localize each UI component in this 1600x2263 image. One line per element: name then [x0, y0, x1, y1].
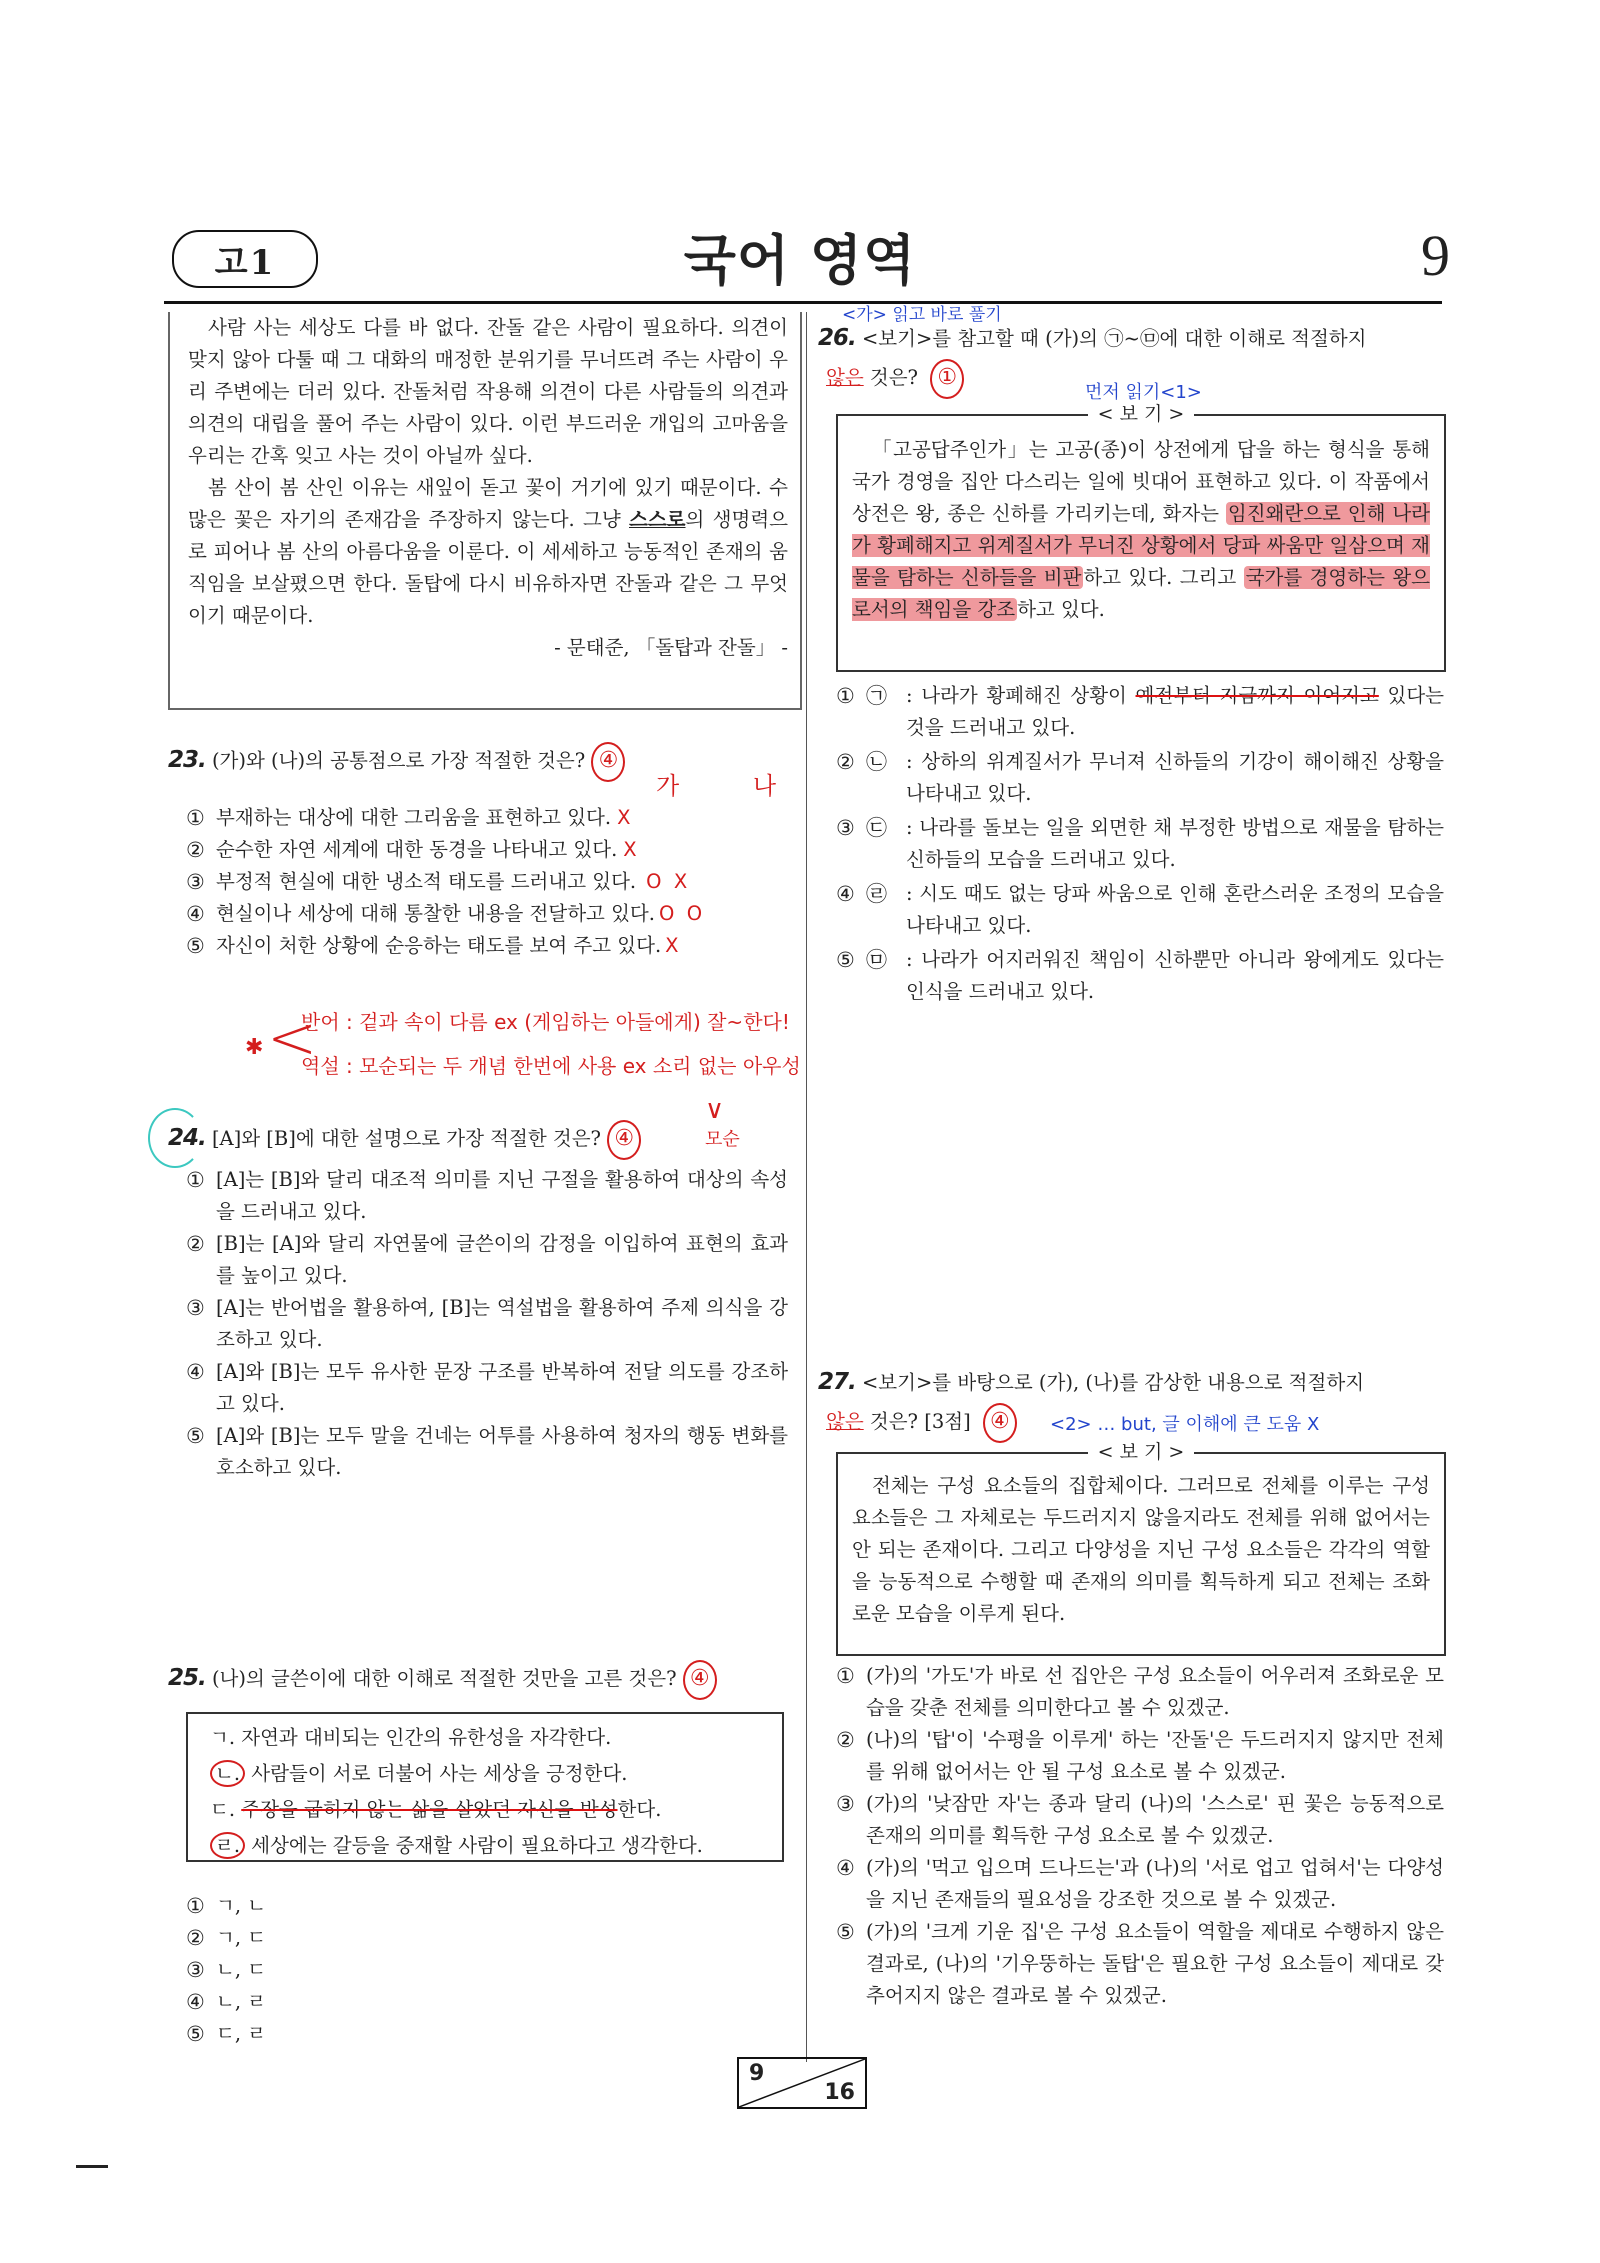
q27-choice-1[interactable]: ① (가)의 '가도'가 바로 선 집안은 구성 요소들이 어우러져 조화로운 모습을 갖춘 전체를 의미한다고 볼 수 있겠군. [836, 1664, 1444, 1719]
crop-mark [76, 2165, 108, 2168]
star-icon: ✱ [245, 1035, 264, 1060]
column-divider [806, 312, 807, 2062]
question-24 [168, 1120, 788, 1484]
q27-bogi-text: 전체는 구성 요소들의 집합체이다. 그러므로 전체를 이루는 구성 요소들은 그 자체로는 두드러지지 않을지라도 전체를 위해 없어서는 안 되는 존재이다. 그리고 다양성을 지닌 구성 요소들은 각각의 역할을 능동적으로 수행할 때 존재의 의미를 획득하게 되고 전체는 조화로운 모습을 이루게 된다. [852, 1474, 1430, 1625]
q26-handwritten-answer: ① [930, 359, 964, 399]
q26-bogi-note: 먼저 읽기<1> [1085, 382, 1202, 403]
q25-choice-5[interactable]: ⑤ ㄷ, ㄹ [186, 2022, 267, 2046]
q25-number: 25. [168, 1665, 206, 1691]
passage-paragraph-1: 사람 사는 세상도 다를 바 없다. 잔돌 같은 사람이 필요하다. 의견이 맞지 않아 다툴 때 그 대화의 매정한 분위기를 무너뜨려 주는 사람이 우리 주변에는 더러 있다. 잔돌처럼 작용해 의견이 다른 사람들의 의견과 의견의 대립을 풀어 주는 사람이 있다. 이런 부드러운 개입의 고마움을 우리는 간혹 잊고 사는 것이 아닐까 싶다. [188, 316, 788, 467]
note-paradox: 역설 : 모순되는 두 개념 한번에 사용 ex 소리 없는 아우성 [301, 1054, 801, 1078]
q23-choice-2[interactable]: ② 순수한 자연 세계에 대한 동경을 나타내고 있다. X [186, 834, 788, 866]
note-irony: 반어 : 겉과 속이 다름 ex (게임하는 아들에게) 잘~한다! [301, 1010, 790, 1034]
q25-item-ra: ㄹ. 세상에는 갈등을 중재할 사람이 필요하다고 생각한다. [210, 1828, 782, 1864]
q23-choice-3[interactable]: ③ 부정적 현실에 대한 냉소적 태도를 드러내고 있다. O X [186, 866, 788, 898]
page-title: 국어 영역 [683, 229, 917, 292]
q24-choice-2[interactable]: ② [B]는 [A]와 달리 자연물에 글쓴이의 감정을 이입하여 표현의 효과를 높이고 있다. [186, 1232, 788, 1287]
q25-item-box [186, 1712, 784, 1862]
q23-column-labels [656, 770, 776, 802]
q24-choice-3[interactable]: ③ [A]는 반어법을 활용하여, [B]는 역설법을 활용하여 주제 의식을 강조하고 있다. [186, 1296, 788, 1351]
q26-stem-line1: 26. <보기>를 참고할 때 (가)의 ㉠~㉤에 대한 이해로 적절하지 [818, 325, 1367, 351]
q23-mark: X [617, 806, 631, 829]
question-23 [168, 742, 788, 962]
q23-mark: X [623, 838, 637, 861]
page-number: 9 [1421, 223, 1450, 288]
q23-mark: X [665, 934, 679, 957]
q23-mark: O X [646, 870, 688, 893]
q27-number: 27. [818, 1369, 856, 1395]
q23-number: 23. [168, 747, 206, 773]
q24-stem-row [168, 1120, 788, 1160]
page-total: 16 [824, 2080, 855, 2105]
q25-item-da: ㄷ. 주장을 굽히지 않는 삶을 살았던 자신을 반성한다. [210, 1798, 662, 1821]
q23-handwritten-answer: ④ [591, 742, 625, 782]
page-counter-box [737, 2057, 867, 2109]
q23-choice-1[interactable]: ① 부재하는 대상에 대한 그리움을 표현하고 있다. X [186, 802, 788, 834]
q26-handwritten-top-note: <가> 읽고 바로 풀기 [842, 305, 1002, 325]
q27-choice-2[interactable]: ② (나)의 '탑'이 '수평을 이루게' 하는 '잔돌'은 두드러지지 않지만 전체를 위해 없어서는 안 될 구성 요소로 볼 수 있겠군. [836, 1728, 1444, 1783]
q25-choice-4[interactable]: ④ ㄴ, ㄹ [186, 1990, 267, 2014]
q27-stem-line2: 않은 것은? [3점] ④ [818, 1403, 1444, 1443]
highlight-1: 임진왜란으로 인해 나라가 황폐해지고 위계질서가 무너진 상황에서 당파 싸움만 일삼으며 재물을 탐하는 신하들을 비판 [852, 502, 1430, 589]
q27-choice-4[interactable]: ④ (가)의 '먹고 입으며 드나드는'과 (나)의 '서로 업고 업혀서'는 다양성을 지닌 존재들의 필요성을 강조한 것으로 볼 수 있겠군. [836, 1856, 1444, 1911]
q23-mark: O O [658, 902, 703, 925]
q27-bogi-box [836, 1441, 1446, 1656]
q23-col-na: 나 [752, 772, 776, 800]
q23-choice-4[interactable]: ④ 현실이나 세상에 대해 통찰한 내용을 전달하고 있다. O O [186, 898, 788, 930]
q23-choice-5[interactable]: ⑤ 자신이 처한 상황에 순응하는 태도를 보여 주고 있다. X [186, 930, 788, 962]
passage-box [168, 312, 802, 710]
q27-stem-line1: 27. <보기>를 바탕으로 (가), (나)를 감상한 내용으로 적절하지 [818, 1369, 1365, 1395]
q24-handwritten-answer: ④ [607, 1120, 641, 1160]
q27-handwritten-note: <2> … but, 글 이해에 큰 도움 X [1050, 1414, 1320, 1435]
check-arrow-icon: ∨ [705, 1095, 725, 1125]
q26-choice-3[interactable]: ③ ㉢ : 나라를 돌보는 일을 외면한 채 부정한 방법으로 재물을 탐하는 신하들의 모습을 드러내고 있다. [836, 816, 1444, 871]
q25-choice-2[interactable]: ② ㄱ, ㄷ [186, 1926, 267, 1950]
q26-choice-5[interactable]: ⑤ ㉤ : 나라가 어지러워진 책임이 신하뿐만 아니라 왕에게도 있다는 인식을 드러내고 있다. [836, 948, 1444, 1003]
q27-choice-3[interactable]: ③ (가)의 '낮잠만 자'는 종과 달리 (나)의 '스스로' 핀 꽃은 능동적으로 존재의 의미를 획득한 구성 요소로 볼 수 있겠군. [836, 1792, 1444, 1847]
q26-bogi-text: 「고공답주인가」는 고공(종)이 상전에게 답을 하는 형식을 통해 국가 경영을 집안 다스리는 일에 빗대어 표현하고 있다. 이 작품에서 상전은 왕, 종은 신하를 가리키는데, 화자는 임진왜란으로 인해 나라가 황폐해지고 위계질서가 무너진 상황에서 당파 싸움만 일삼으며 재물을 탐하는 신하들을 비판 하고 있다. 그리고 국가를 경영하는 왕으로서의 책임을 강조 하고 있다. [852, 438, 1431, 621]
teal-circle-mark [148, 1108, 202, 1168]
q26-number: 26. [818, 325, 856, 351]
q26-choices [836, 680, 1444, 1008]
note-contradiction: 모순 [705, 1129, 740, 1150]
q25-choice-1[interactable]: ① ㄱ, ㄴ [186, 1894, 267, 1918]
q26-choice-1[interactable]: ① ㉠ : 나라가 황폐해진 상황이 예전부터 지금까지 이어지고 있다는 것을 드러내고 있다. [836, 684, 1444, 739]
q26-stem-line2: 않은 것은? ① [818, 359, 1444, 399]
q24-choice-4[interactable]: ④ [A]와 [B]는 모두 유사한 문장 구조를 반복하여 전달 의도를 강조하고 있다. [186, 1360, 788, 1415]
q25-stem-row [168, 1660, 788, 1700]
q25-item-na: ㄴ. 사람들이 서로 더불어 사는 세상을 긍정한다. [210, 1756, 782, 1792]
q24-number: 24. [168, 1125, 206, 1151]
q27-choices [836, 1660, 1444, 2012]
highlight-2: 국가를 경영하는 왕으로서의 책임을 강조 [852, 566, 1431, 621]
bold-word-seuseuro: 스스로 [629, 508, 686, 531]
q27-choice-5[interactable]: ⑤ (가)의 '크게 기운 집'은 구성 요소들이 역할을 제대로 수행하지 않은 결과로, (나)의 '기우뚱하는 돌탑'은 필요한 구성 요소들이 제대로 갖추어지지 않은 결과로 볼 수 있겠군. [836, 1920, 1444, 2007]
passage-paragraph-2: 봄 산이 봄 산인 이유는 새잎이 돋고 꽃이 거기에 있기 때문이다. 수많은 꽃은 자기의 존재감을 주장하지 않는다. 그냥 스스로의 생명력으로 피어나 봄 산의 아름다움을 이룬다. 이 세세하고 능동적인 존재의 움직임을 보살폈으면 한다. 돌탑에 다시 비유하자면 잔돌과 같은 그 무엇이기 때문이다. [188, 476, 788, 627]
question-25 [168, 1660, 788, 1700]
q24-choice-5[interactable]: ⑤ [A]와 [B]는 모두 말을 건네는 어투를 사용하여 청자의 행동 변화를 호소하고 있다. [186, 1424, 788, 1479]
q26-choice-4[interactable]: ④ ㉣ : 시도 때도 없는 당파 싸움으로 인해 혼란스러운 조정의 모습을 나타내고 있다. [836, 882, 1444, 937]
q27-handwritten-answer: ④ [983, 1403, 1017, 1443]
q23-stem: (가)와 (나)의 공통점으로 가장 적절한 것은? [211, 749, 586, 772]
q26-bogi-box [836, 403, 1446, 672]
q25-stem: (나)의 글쓴이에 대한 이해로 적절한 것만을 고른 것은? [211, 1667, 677, 1690]
q25-choice-3[interactable]: ③ ㄴ, ㄷ [186, 1958, 267, 1982]
q27-negative-word: 않은 [826, 1410, 864, 1433]
q26-bogi-label: < 보 기 > [838, 398, 1444, 430]
header-rule [164, 301, 1442, 304]
q26-negative-word: 않은 [826, 366, 864, 389]
passage-source: - 문태준, 「돌탑과 잔돌」 - [554, 636, 788, 659]
q24-choice-1[interactable]: ① [A]는 [B]와 달리 대조적 의미를 지닌 구절을 활용하여 대상의 속성을 드러내고 있다. [186, 1168, 788, 1223]
grade-badge: 고1 [172, 230, 318, 288]
q25-choices [186, 1890, 386, 2050]
bracket-icon: < [267, 1003, 318, 1073]
q27-bogi-label: < 보 기 > [838, 1436, 1444, 1468]
q25-handwritten-answer: ④ [683, 1660, 717, 1700]
q26-choice-2[interactable]: ② ㉡ : 상하의 위계질서가 무너져 신하들의 기강이 해이해진 상황을 나타내고 있다. [836, 750, 1444, 805]
q25-item-ga: ㄱ. 자연과 대비되는 인간의 유한성을 자각한다. [210, 1726, 612, 1749]
page-current: 9 [749, 2061, 765, 2086]
q24-stem: [A]와 [B]에 대한 설명으로 가장 적절한 것은? [211, 1127, 601, 1150]
q23-col-ga: 가 [656, 772, 680, 800]
